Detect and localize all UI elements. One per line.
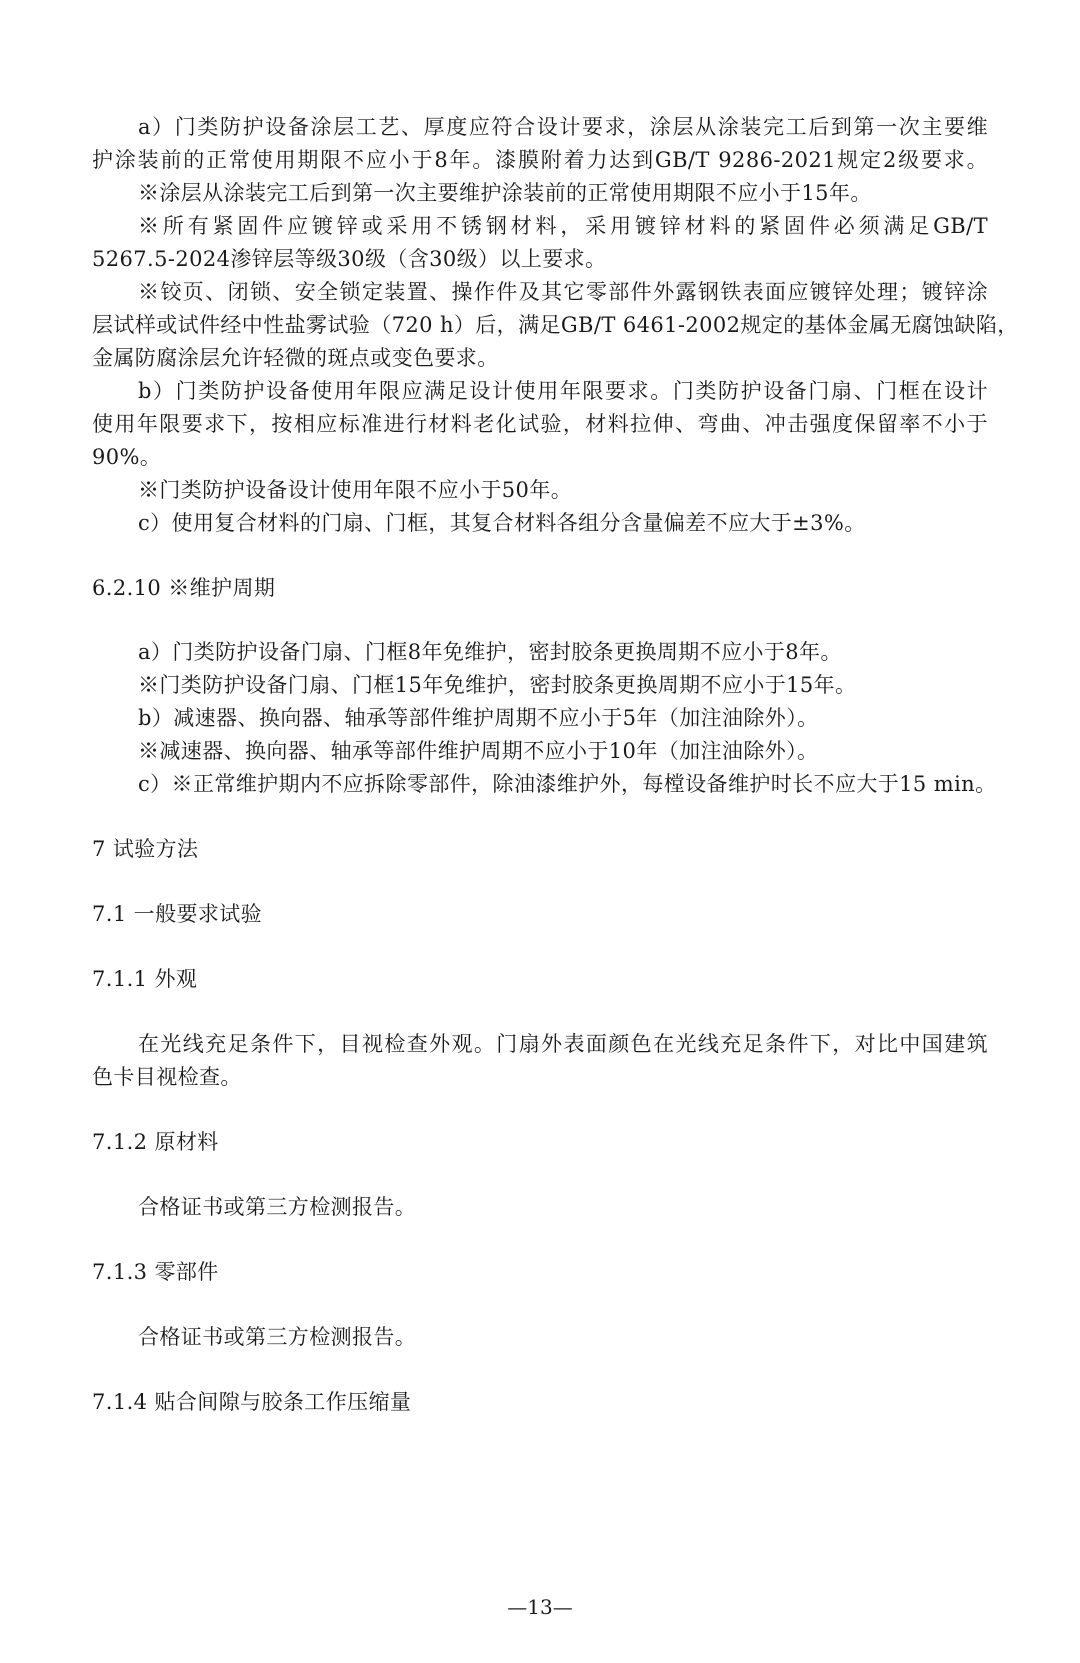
paragraph-line: b）减速器、换向器、轴承等部件维护周期不应小于5年（加注油除外）。 [138,706,819,730]
section-heading-7-1: 7.1 一般要求试验 [92,902,263,926]
page-number: —13— [507,1595,573,1619]
paragraph-line: 使用年限要求下，按相应标准进行材料老化试验，材料拉伸、弯曲、冲击强度保留率不小于 [92,412,988,436]
paragraph-line: 色卡目视检查。 [92,1065,242,1089]
paragraph-line: 90%。 [92,445,162,469]
paragraph-line: 5267.5-2024渗锌层等级30级（含30级）以上要求。 [92,247,607,271]
paragraph-line: 在光线充足条件下，目视检查外观。门扇外表面颜色在光线充足条件下，对比中国建筑 [138,1032,988,1056]
paragraph-line: ※门类防护设备设计使用年限不应小于50年。 [138,478,573,502]
paragraph-line: ※所有紧固件应镀锌或采用不锈钢材料，采用镀锌材料的紧固件必须满足GB/T [138,214,988,238]
paragraph-line: ※涂层从涂装完工后到第一次主要维护涂装前的正常使用期限不应小于15年。 [138,181,872,205]
section-heading-7-1-4: 7.1.4 贴合间隙与胶条工作压缩量 [92,1390,412,1414]
paragraph-line: ※减速器、换向器、轴承等部件维护周期不应小于10年（加注油除外）。 [138,739,819,763]
paragraph-line: ※门类防护设备门扇、门框15年免维护，密封胶条更换周期不应小于15年。 [138,673,857,697]
section-heading-6-2-10: 6.2.10 ※维护周期 [92,576,276,600]
section-heading-7-1-1: 7.1.1 外观 [92,967,198,991]
paragraph-line: c）使用复合材料的门扇、门框，其复合材料各组分含量偏差不应大于±3%。 [138,511,866,535]
section-heading-7: 7 试验方法 [92,837,199,861]
paragraph-line: 合格证书或第三方检测报告。 [138,1195,417,1219]
section-heading-7-1-3: 7.1.3 零部件 [92,1260,219,1284]
paragraph-line: b）门类防护设备使用年限应满足设计使用年限要求。门类防护设备门扇、门框在设计 [138,379,988,403]
paragraph-line: 护涂装前的正常使用期限不应小于8年。漆膜附着力达到GB/T 9286-2021规定2级要求。 [92,148,988,172]
paragraph-line: 合格证书或第三方检测报告。 [138,1325,417,1349]
paragraph-line: 层试样或试件经中性盐雾试验（720 h）后，满足GB/T 6461-2002规定的基体金属无腐蚀缺陷， [92,313,1019,337]
paragraph-line: a）门类防护设备门扇、门框8年免维护，密封胶条更换周期不应小于8年。 [138,640,842,664]
section-heading-7-1-2: 7.1.2 原材料 [92,1130,219,1154]
paragraph-line: a）门类防护设备涂层工艺、厚度应符合设计要求，涂层从涂装完工后到第一次主要维 [138,115,988,139]
paragraph-line: c）※正常维护期内不应拆除零部件，除油漆维护外，每樘设备维护时长不应大于15 min。 [138,772,997,796]
paragraph-line: 金属防腐涂层允许轻微的斑点或变色要求。 [92,346,499,370]
paragraph-line: ※铰页、闭锁、安全锁定装置、操作件及其它零部件外露钢铁表面应镀锌处理；镀锌涂 [138,280,988,304]
